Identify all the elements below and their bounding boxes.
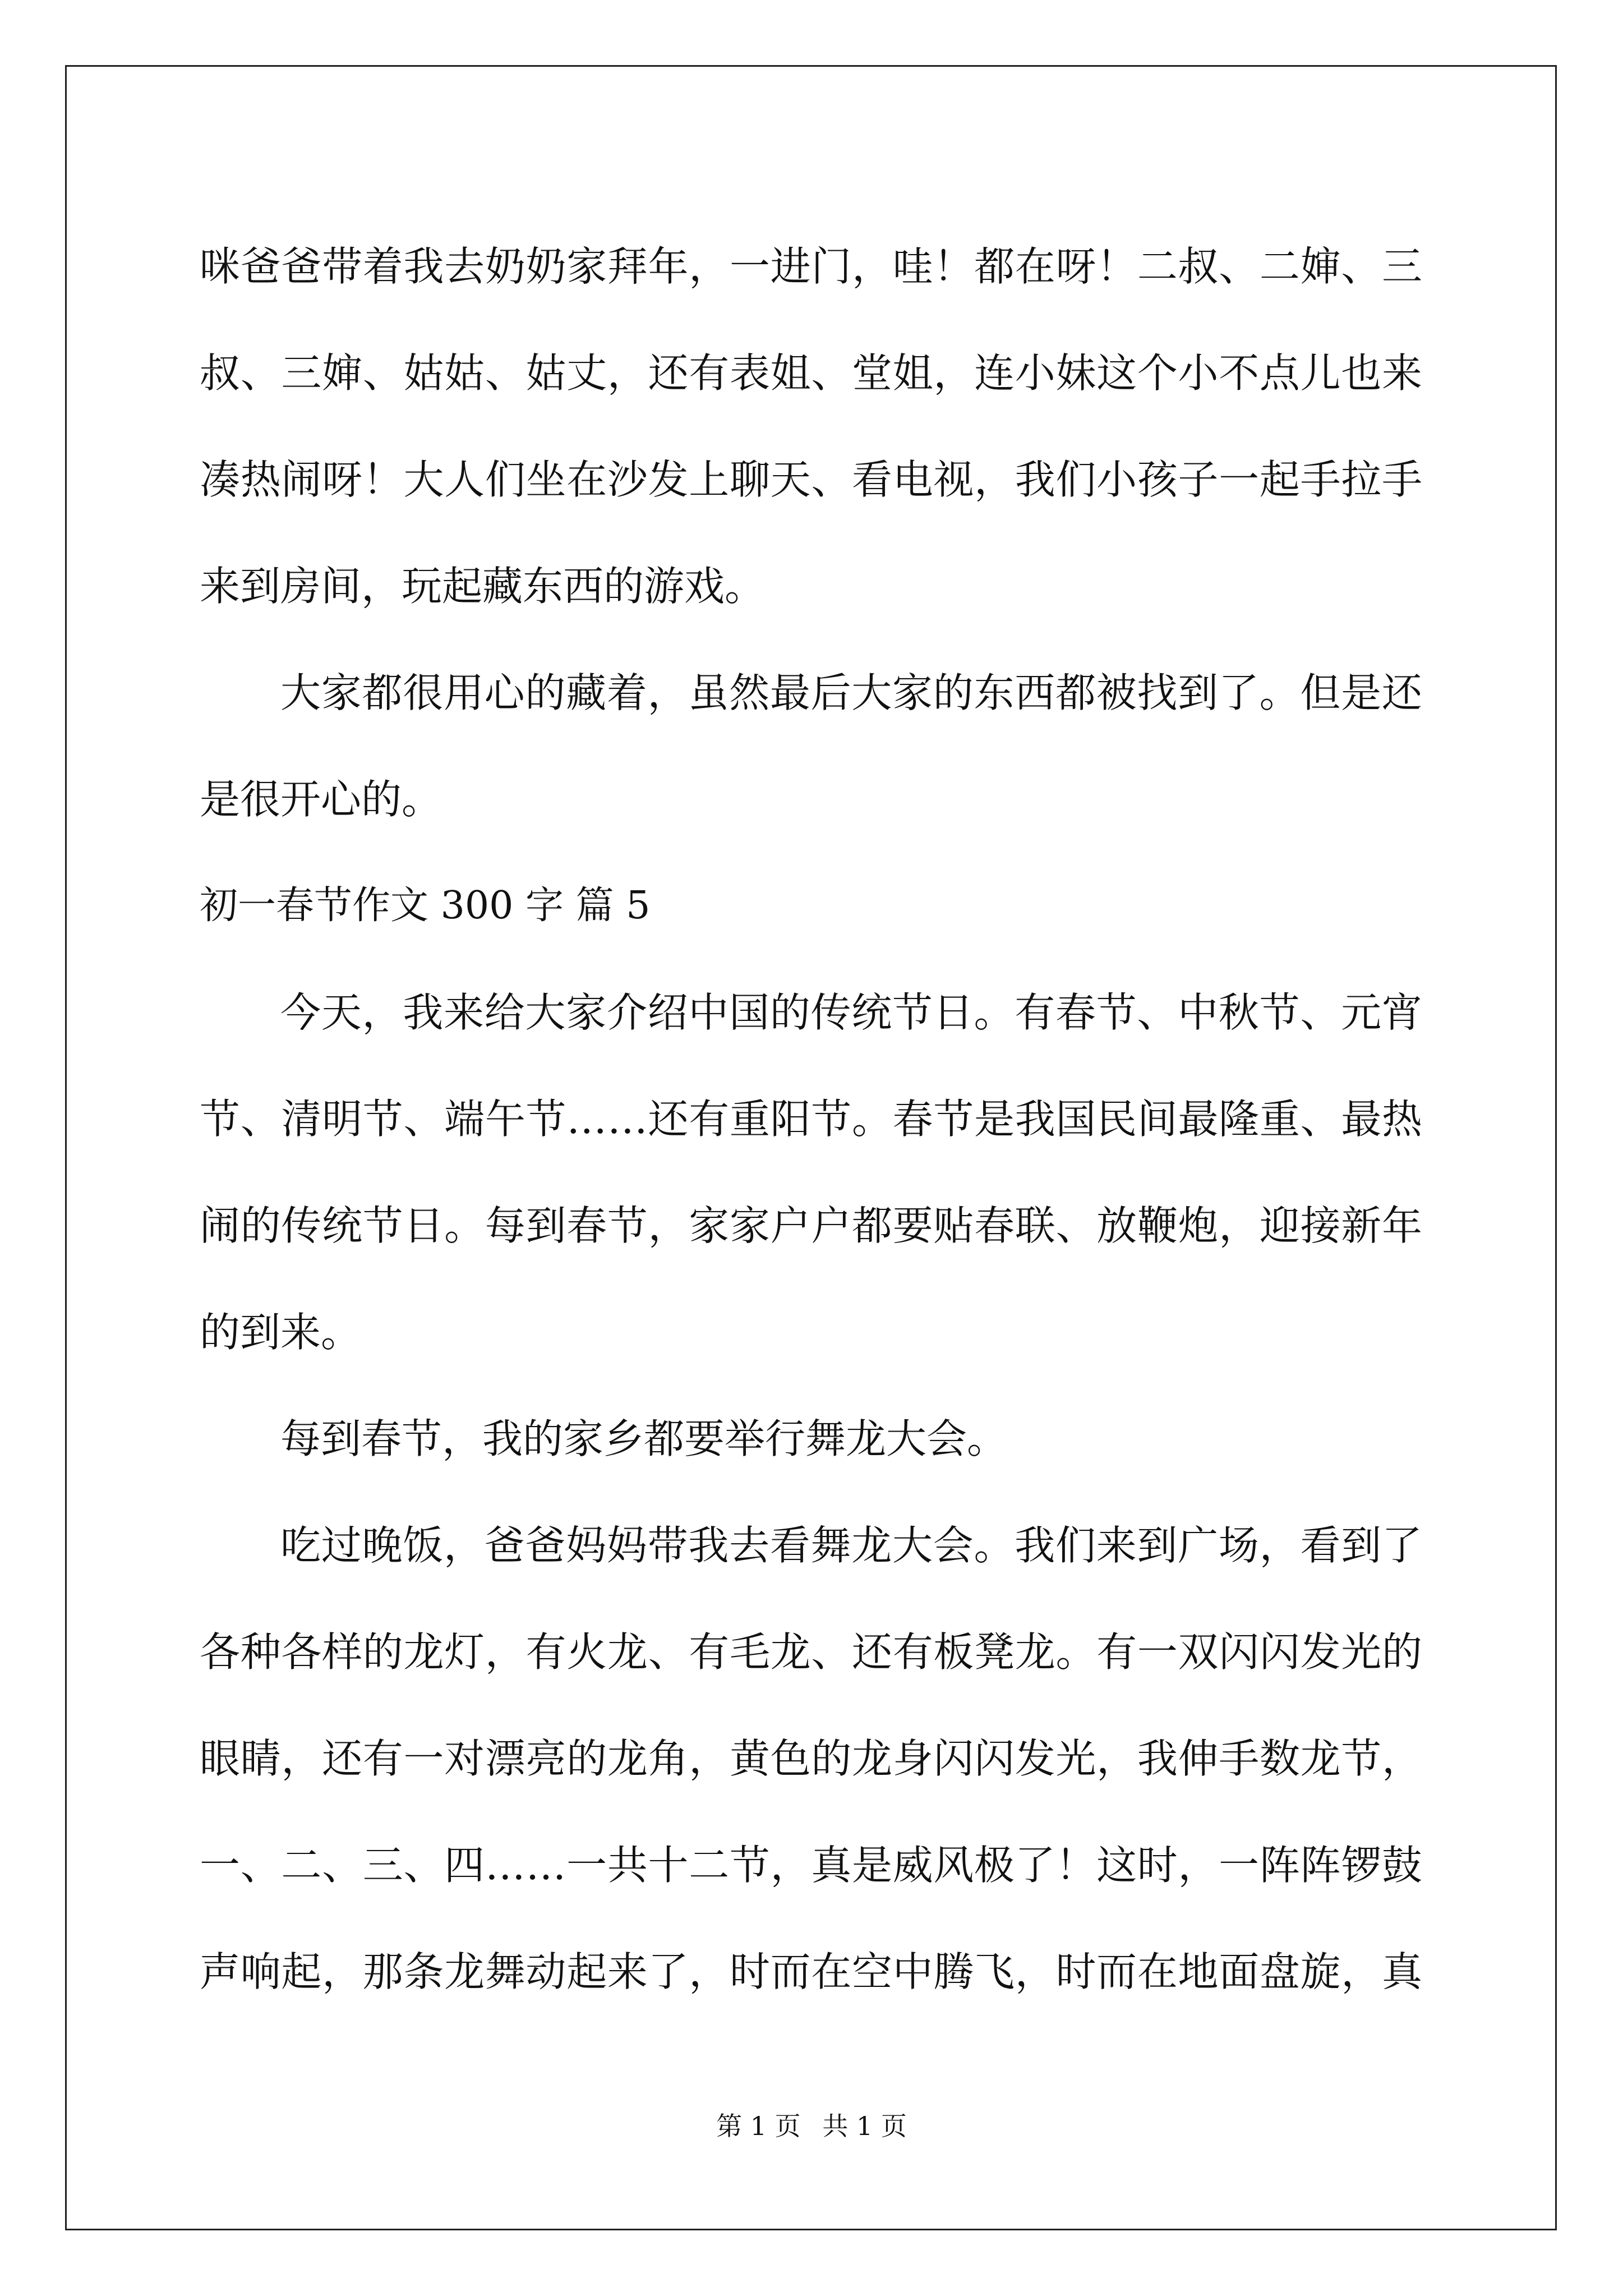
text-line: 闹 的 传 统 节 日 。 每 到 春 节 ， 家 家 户 户 都 要 贴 春 联 、 放 鞭 炮 ， 迎 接 新 年 [200, 1202, 1422, 1249]
text-line: 凑 热 闹 呀 ！ 大 人 们 坐 在 沙 发 上 聊 天 、 看 电 视 ， 我 们 小 孩 子 一 起 手 拉 手 [200, 456, 1422, 503]
text-line: 来到房间，玩起藏东西的游戏。 [200, 563, 766, 610]
text-line: 眼 睛 ， 还 有 一 对 漂 亮 的 龙 角 ， 黄 色 的 龙 身 闪 闪 发 光 ， 我 伸 手 数 龙 节 ， [200, 1735, 1422, 1782]
section-heading: 初一春节作文 300 字 篇 5 [200, 884, 651, 928]
page-number-current: 第 1 页 [716, 2111, 801, 2141]
text-line: 各 种 各 样 的 龙 灯 ， 有 火 龙 、 有 毛 龙 、 还 有 板 凳 龙 。 有 一 双 闪 闪 发 光 的 [200, 1628, 1422, 1676]
text-line: 声 响 起 ， 那 条 龙 舞 动 起 来 了 ， 时 而 在 空 中 腾 飞 ， 时 而 在 地 面 盘 旋 ， 真 [200, 1948, 1422, 1995]
text-line: 今 天 ， 我 来 给 大 家 介 绍 中 国 的 传 统 节 日 。 有 春 节 、 中 秋 节 、 元 宵 [280, 989, 1422, 1036]
text-line: 每到春节，我的家乡都要举行舞龙大会。 [280, 1415, 1008, 1462]
text-line: 叔 、 三 婶 、 姑 姑 、 姑 丈 ， 还 有 表 姐 、 堂 姐 ， 连 小 妹 这 个 小 不 点 儿 也 来 [200, 349, 1422, 397]
text-line: 是很开心的。 [200, 776, 442, 823]
text-line: 吃 过 晚 饭 ， 爸 爸 妈 妈 带 我 去 看 舞 龙 大 会 。 我 们 来 到 广 场 ， 看 到 了 [280, 1522, 1422, 1569]
page-footer [0, 2109, 1623, 2143]
text-line: 节 、 清 明 节 、 端 午 节 … … 还 有 重 阳 节 。 春 节 是 我 国 民 间 最 隆 重 、 最 热 [200, 1096, 1422, 1143]
text-line: 大 家 都 很 用 心 的 藏 着 ， 虽 然 最 后 大 家 的 东 西 都 被 找 到 了 。 但 是 还 [280, 669, 1422, 716]
text-line: 的到来。 [200, 1309, 362, 1356]
page-number-total: 共 1 页 [822, 2111, 907, 2141]
text-line: 咪 爸 爸 带 着 我 去 奶 奶 家 拜 年 ， 一 进 门 ， 哇 ！ 都 在 呀 ！ 二 叔 、 二 婶 、 三 [200, 243, 1422, 290]
document-body [200, 213, 1422, 2025]
text-line: 一 、 二 、 三 、 四 … … 一 共 十 二 节 ， 真 是 威 风 极 了 ！ 这 时 ， 一 阵 阵 锣 鼓 [200, 1842, 1422, 1889]
